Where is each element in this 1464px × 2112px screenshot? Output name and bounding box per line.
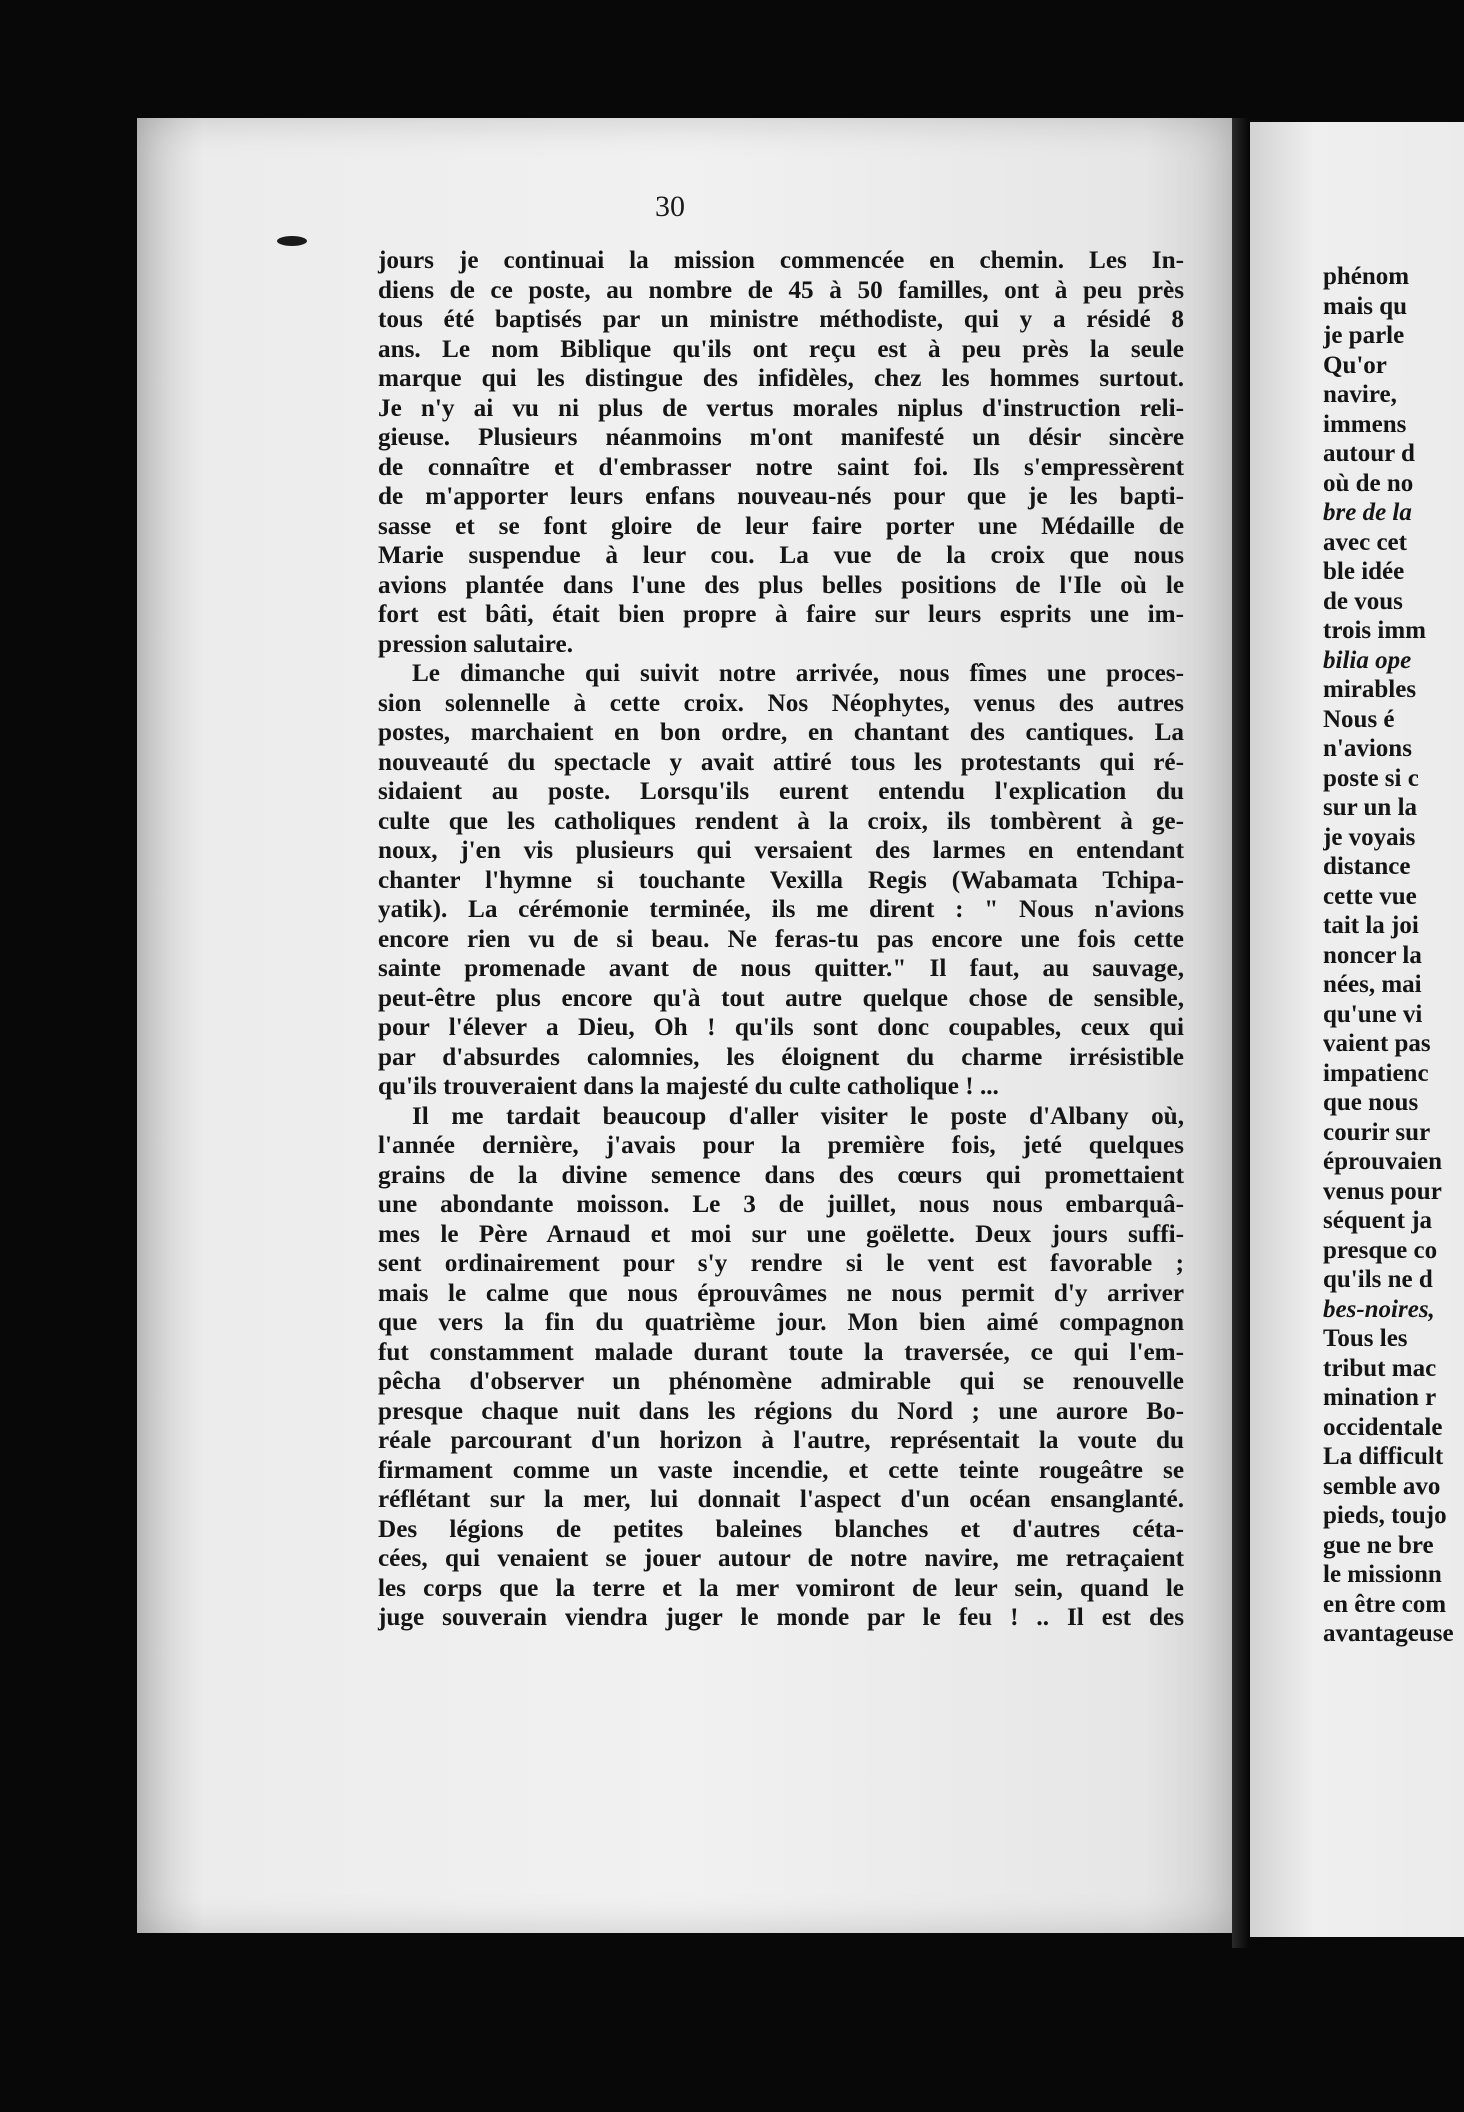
- right-text-line: de vous: [1323, 587, 1403, 615]
- text-line: encore rien vu de si beau. Ne feras-tu pas encore une fois cette: [378, 925, 1184, 953]
- right-text-line: avantageuse: [1323, 1620, 1454, 1647]
- text-line: de m'apporter leurs enfans nouveau-nés pour que je les bapti-: [378, 483, 1184, 510]
- right-text-line: n'avions: [1323, 735, 1412, 762]
- text-line: jours je continuai la mission commencée en chemin. Les In-: [378, 247, 1184, 274]
- text-line: mais le calme que nous éprouvâmes ne nous permit d'y arriver: [378, 1279, 1184, 1307]
- ink-blotch: [277, 236, 307, 246]
- right-text-line: où de no: [1323, 469, 1414, 497]
- text-line: fut constamment malade durant toute la traversée, ce qui l'em-: [378, 1338, 1184, 1366]
- right-text-line: occidentale: [1323, 1413, 1443, 1441]
- right-page-partial-text: [1323, 262, 1464, 1649]
- text-line: mes le Père Arnaud et moi sur une goëlette. Deux jours suffi-: [378, 1220, 1184, 1248]
- text-line: que vers la fin du quatrième jour. Mon bien aimé compagnon: [378, 1309, 1184, 1336]
- text-line: noux, j'en vis plusieurs qui versaient des larmes en entendant: [378, 837, 1184, 864]
- text-line: marque qui les distingue des infidèles, chez les hommes surtout.: [378, 365, 1184, 392]
- text-line: cées, qui venaient se jouer autour de notre navire, me retraçaient: [378, 1545, 1184, 1572]
- text-line: tous été baptisés par un ministre méthodiste, qui y a résidé 8: [378, 306, 1184, 333]
- right-text-line: impatienc: [1323, 1059, 1429, 1087]
- right-text-line: courir sur: [1323, 1118, 1431, 1146]
- right-text-line: navire,: [1323, 381, 1397, 408]
- text-line: pêcha d'observer un phénomène admirable qui se renouvelle: [378, 1368, 1184, 1395]
- text-line: Des légions de petites baleines blanches et d'autres céta-: [378, 1515, 1184, 1543]
- right-text-line: séquent ja: [1323, 1207, 1433, 1234]
- right-text-line: éprouvaien: [1323, 1148, 1442, 1175]
- right-text-line: le missionn: [1323, 1561, 1442, 1588]
- text-line: une abondante moisson. Le 3 de juillet, nous nous embarquâ-: [378, 1191, 1184, 1218]
- text-line: sainte promenade avant de nous quitter." Il faut, au sauvage,: [378, 955, 1184, 982]
- right-text-line: Nous é: [1323, 705, 1395, 733]
- right-text-line: La difficult: [1323, 1443, 1444, 1470]
- text-line: peut-être plus encore qu'à tout autre quelque chose de sensible,: [378, 984, 1184, 1012]
- right-text-line: presque co: [1323, 1236, 1438, 1264]
- text-line: culte que les catholiques rendent à la croix, ils tombèrent à ge-: [378, 807, 1184, 835]
- text-line: les corps que la terre et la mer vomiront de leur sein, quand le: [378, 1574, 1184, 1602]
- text-line: Je n'y ai vu ni plus de vertus morales niplus d'instruction reli-: [378, 394, 1184, 422]
- text-line: pour l'élever a Dieu, Oh ! qu'ils sont donc coupables, ceux qui: [378, 1014, 1184, 1041]
- text-line: pression salutaire.: [378, 630, 573, 658]
- right-text-line: autour d: [1323, 440, 1415, 467]
- text-line: Marie suspendue à leur cou. La vue de la croix que nous: [378, 542, 1184, 569]
- page-number: 30: [655, 190, 685, 223]
- right-text-line: Tous les: [1323, 1325, 1408, 1352]
- right-text-line: bes-noires,: [1323, 1295, 1435, 1323]
- text-line: yatik). La cérémonie terminée, ils me dirent : " Nous n'avions: [378, 896, 1184, 923]
- text-line: ans. Le nom Biblique qu'ils ont reçu est à peu près la seule: [378, 335, 1184, 363]
- page-gutter-shadow: [1232, 118, 1250, 1948]
- right-text-line: tribut mac: [1323, 1354, 1437, 1382]
- right-text-line: je voyais: [1323, 823, 1416, 851]
- right-text-line: qu'une vi: [1323, 1000, 1423, 1028]
- right-text-line: mirables: [1323, 676, 1417, 703]
- right-text-line: ble idée: [1323, 558, 1405, 585]
- right-text-line: poste si c: [1323, 764, 1419, 792]
- right-text-line: vaient pas: [1323, 1030, 1431, 1057]
- right-text-line: cette vue: [1323, 882, 1417, 910]
- text-line: juge souverain viendra juger le monde par le feu ! .. Il est des: [378, 1604, 1184, 1631]
- right-text-line: distance: [1323, 853, 1411, 880]
- right-text-line: sur un la: [1323, 794, 1418, 821]
- text-line: qu'ils trouveraient dans la majesté du culte catholique ! ...: [378, 1073, 999, 1100]
- text-line: fort est bâti, était bien propre à faire sur leurs esprits une im-: [378, 601, 1184, 628]
- right-text-line: tait la joi: [1323, 912, 1419, 939]
- right-text-line: semble avo: [1323, 1472, 1441, 1500]
- right-text-line: avec cet: [1323, 528, 1407, 556]
- right-text-line: bilia ope: [1323, 646, 1412, 674]
- text-line: réale parcourant d'un horizon à l'autre, représentait la voute du: [378, 1427, 1184, 1454]
- right-text-line: immens: [1323, 410, 1407, 438]
- text-line: sent ordinairement pour s'y rendre si le vent est favorable ;: [378, 1250, 1184, 1277]
- text-line: Le dimanche qui suivit notre arrivée, nous fîmes une proces-: [412, 660, 1184, 687]
- right-text-line: pieds, toujo: [1323, 1502, 1447, 1529]
- right-text-line: trois imm: [1323, 617, 1426, 644]
- text-line: firmament comme un vaste incendie, et cette teinte rougeâtre se: [378, 1456, 1184, 1484]
- right-text-line: nées, mai: [1323, 971, 1422, 998]
- text-line: grains de la divine semence dans des cœurs qui promettaient: [378, 1161, 1184, 1189]
- right-text-line: noncer la: [1323, 941, 1422, 969]
- text-line: par d'absurdes calomnies, les éloignent du charme irrésistible: [378, 1043, 1184, 1071]
- right-text-line: Qu'or: [1323, 351, 1387, 379]
- text-line: postes, marchaient en bon ordre, en chantant des cantiques. La: [378, 719, 1184, 746]
- left-page-body-text: [378, 246, 1184, 1633]
- text-line: nouveauté du spectacle y avait attiré tous les protestants qui ré-: [378, 748, 1184, 776]
- right-text-line: mais qu: [1323, 292, 1408, 320]
- text-line: de connaître et d'embrasser notre saint foi. Ils s'empressèrent: [378, 453, 1184, 481]
- text-line: gieuse. Plusieurs néanmoins m'ont manifesté un désir sincère: [378, 424, 1184, 451]
- right-text-line: que nous: [1323, 1089, 1419, 1116]
- text-line: avions plantée dans l'une des plus belles positions de l'Ile où le: [378, 571, 1184, 599]
- text-line: chanter l'hymne si touchante Vexilla Regis (Wabamata Tchipa-: [378, 866, 1184, 894]
- right-text-line: venus pour: [1323, 1177, 1442, 1205]
- right-text-line: qu'ils ne d: [1323, 1266, 1433, 1293]
- right-text-line: bre de la: [1323, 499, 1412, 526]
- text-line: presque chaque nuit dans les régions du Nord ; une aurore Bo-: [378, 1397, 1184, 1425]
- right-text-line: phénom: [1323, 263, 1410, 290]
- right-text-line: gue ne bre: [1323, 1531, 1434, 1559]
- text-line: sidaient au poste. Lorsqu'ils eurent entendu l'explication du: [378, 778, 1184, 805]
- right-text-line: je parle: [1323, 322, 1405, 349]
- text-line: l'année dernière, j'avais pour la première fois, jeté quelques: [378, 1132, 1184, 1159]
- right-text-line: en être com: [1323, 1590, 1447, 1618]
- text-line: réflétant sur la mer, lui donnait l'aspect d'un océan ensanglanté.: [378, 1486, 1184, 1513]
- text-line: sion solennelle à cette croix. Nos Néophytes, venus des autres: [378, 689, 1184, 717]
- text-line: sasse et se font gloire de leur faire porter une Médaille de: [378, 512, 1184, 540]
- text-line: diens de ce poste, au nombre de 45 à 50 familles, ont à peu près: [378, 276, 1184, 304]
- right-text-line: mination r: [1323, 1384, 1437, 1411]
- text-line: Il me tardait beaucoup d'aller visiter le poste d'Albany où,: [412, 1102, 1184, 1130]
